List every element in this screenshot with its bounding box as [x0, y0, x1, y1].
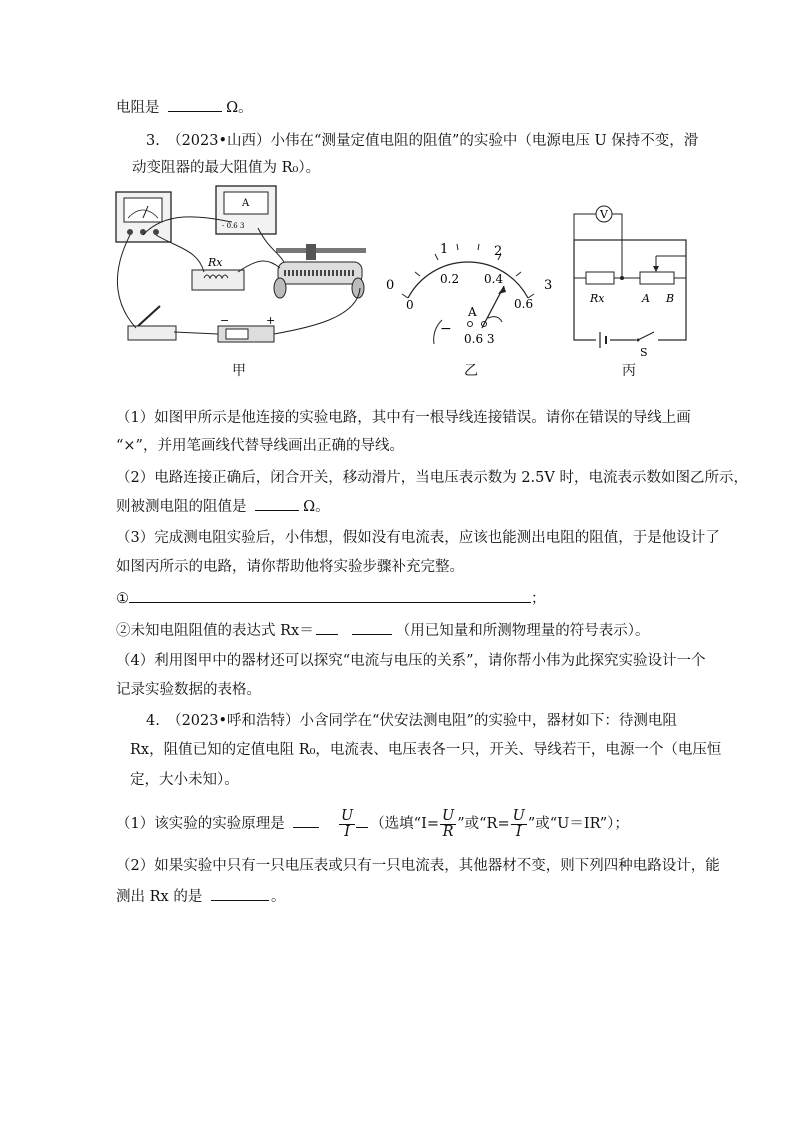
q3-step2: ②未知电阻阻值的表达式 Rx＝ （用已知量和所测物理量的符号表示）。	[116, 620, 649, 641]
rx-label: Rx	[208, 256, 223, 269]
dial-bottom-1: 0.2	[440, 272, 460, 286]
resistance-answer-blank[interactable]	[255, 496, 299, 511]
caption-a: 甲	[232, 363, 246, 379]
dial-top-3: 3	[544, 278, 553, 293]
step1-blank[interactable]	[129, 588, 531, 603]
battery-plus: +	[266, 314, 276, 327]
option-fraction-1: $\frac{U}{R}$	[441, 807, 455, 840]
q4-p1: （1）该实验的实验原理是 $\frac{U}{I}$ （选填“I= $\frac{U}{R}$ ”或“R= $\frac{U}{I}$ ”或“U＝IR”）；	[116, 807, 629, 840]
q3-intro-line2: 动变阻器的最大阻值为 R₀）。	[132, 160, 321, 176]
dial-bottom-2: 0.4	[484, 272, 504, 286]
terminal-values: 0.6 3	[464, 332, 495, 346]
circuit-choice-blank[interactable]	[211, 886, 269, 901]
answer-blank[interactable]	[168, 97, 222, 112]
dial-top-2: 2	[494, 244, 503, 259]
schematic-b: B	[666, 292, 675, 305]
schematic-rx: Rx	[590, 292, 605, 305]
q4-p2-line2: 测出 Rx 的是 。	[116, 886, 285, 907]
q3-p2-line1: （2）电路连接正确后，闭合开关，移动滑片，当电压表示数为 2.5V 时，电流表示数如图乙所示，	[116, 470, 748, 486]
q3-p1-line2: “×”，并用笔画线代替导线画出正确的导线。	[116, 438, 404, 454]
q4-intro-line3: 定，大小未知）。	[130, 772, 239, 788]
ammeter-label: A	[242, 198, 250, 209]
battery-minus: −	[220, 314, 230, 327]
dial-top-0: 0	[386, 278, 395, 293]
top-line: 电阻是 Ω。	[116, 97, 253, 118]
schematic-s: S	[640, 346, 648, 358]
q4-p2-line1: （2）如果实验中只有一只电压表或只有一只电流表，其他器材不变，则下列四种电路设计，能	[116, 858, 720, 874]
terminal-minus: −	[440, 321, 452, 337]
figure-a-circuit-photo	[108, 178, 378, 358]
q3-p3-line2: 如图丙所示的电路，请你帮助他将实验步骤补充完整。	[116, 559, 464, 575]
dial-bottom-0: 0	[406, 298, 414, 312]
q3-p2-line2: 则被测电阻的阻值是 Ω。	[116, 496, 330, 517]
dial-top-1: 1	[440, 242, 449, 257]
q3-p1-line1: （1）如图甲所示是他连接的实验电路，其中有一根导线连接错误。请你在错误的导线上画	[116, 410, 691, 426]
q3-p4-line2: 记录实验数据的表格。	[116, 682, 261, 698]
schematic-a: A	[642, 292, 650, 305]
option-fraction-2: $\frac{U}{I}$	[512, 807, 525, 840]
q3-p4-line1: （4）利用图甲中的器材还可以探究“电流与电压的关系”，请你帮小伟为此探究实验设计一个	[116, 653, 706, 669]
dial-bottom-3: 0.6	[514, 297, 534, 311]
q3-step1: ① ；	[116, 588, 546, 609]
figure-c-schematic	[566, 178, 696, 358]
caption-b: 乙	[464, 363, 478, 379]
figure-b-ammeter-dial	[380, 178, 560, 358]
q4-intro-line2: Rx，阻值已知的定值电阻 R₀，电流表、电压表各一只，开关、导线若干，电源一个（电压恒	[130, 742, 722, 758]
q4-intro-line1: 4. （2023•呼和浩特）小含同学在“伏安法测电阻”的实验中，器材如下：待测电阻	[146, 713, 677, 729]
terminal-a-label: A	[468, 305, 477, 319]
expression-blank[interactable]	[352, 620, 392, 635]
q3-p3-line1: （3）完成测电阻实验后，小伟想，假如没有电流表，应该也能测出电阻的阻值，于是他设计了	[116, 530, 720, 546]
ammeter-terminals: - 0.6 3	[222, 222, 245, 230]
caption-c: 丙	[622, 363, 636, 379]
voltmeter-label: V	[600, 208, 608, 221]
q3-intro-line1: 3. （2023•山西）小伟在“测量定值电阻的阻值”的实验中（电源电压 U 保持不变，滑	[146, 133, 699, 149]
answer-fraction: $\frac{U}{I}$	[340, 807, 354, 840]
